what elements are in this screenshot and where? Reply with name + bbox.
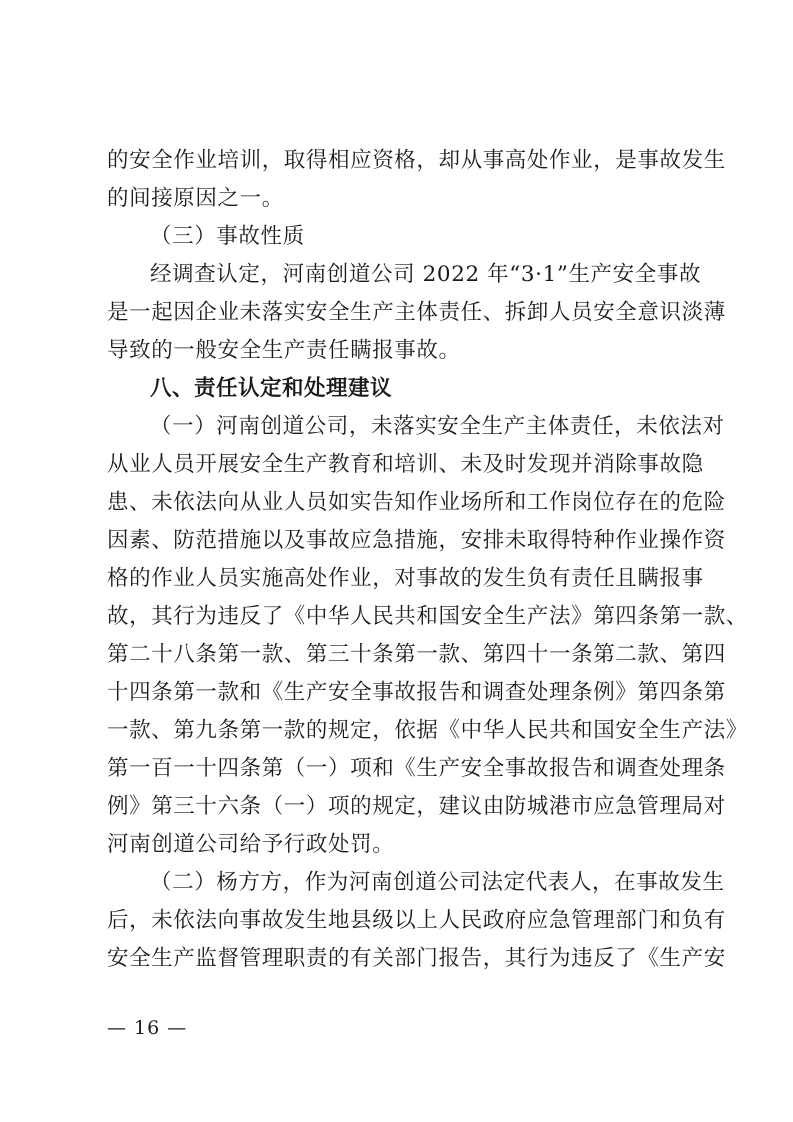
body-text-line: 格的作业人员实施高处作业，对事故的发生负有责任且瞒报事 (107, 566, 704, 591)
page-number: — 16 — (107, 1017, 188, 1039)
body-text-line: 第二十八条第一款、第三十条第一款、第四十一条第二款、第四 (107, 642, 726, 667)
body-text-line: 从业人员开展安全生产教育和培训、未及时发现并消除事故隐 (107, 452, 704, 477)
body-text-line: 河南创道公司给予行政处罚。 (107, 832, 395, 857)
body-text-line: 后，未依法向事故发生地县级以上人民政府应急管理部门和负有 (107, 908, 726, 933)
body-text-line: 的安全作业培训，取得相应资格，却从事高处作业，是事故发生 (107, 148, 726, 173)
body-text-line: 患、未依法向从业人员如实告知作业场所和工作岗位存在的危险 (107, 490, 726, 515)
body-text-line: 因素、防范措施以及事故应急措施，安排未取得特种作业操作资 (107, 528, 726, 553)
section-subheading: （三）事故性质 (150, 224, 305, 249)
body-text-line: 经调查认定，河南创道公司 2022 年“3·1”生产安全事故 (150, 262, 702, 287)
body-text-line: 是一起因企业未落实安全生产主体责任、拆卸人员安全意识淡薄 (107, 300, 726, 325)
body-text-line: 故，其行为违反了《中华人民共和国安全生产法》第四条第一款、 (107, 604, 748, 629)
body-text-line: 导致的一般安全生产责任瞒报事故。 (107, 338, 461, 363)
body-text-line: 十四条第一款和《生产安全事故报告和调查处理条例》第四条第 (107, 680, 726, 705)
body-text-line: 安全生产监督管理职责的有关部门报告，其行为违反了《生产安 (107, 946, 726, 971)
body-text-line: 例》第三十六条（一）项的规定，建议由防城港市应急管理局对 (107, 794, 726, 819)
body-text-line: 第一百一十四条第（一）项和《生产安全事故报告和调查处理条 (107, 756, 726, 781)
body-text-line: （二）杨方方，作为河南创道公司法定代表人，在事故发生 (150, 870, 725, 895)
body-text-line: 的间接原因之一。 (107, 186, 284, 211)
body-text-line: 一款、第九条第一款的规定，依据《中华人民共和国安全生产法》 (107, 718, 748, 743)
body-text-line: （一）河南创道公司，未落实安全生产主体责任，未依法对 (150, 414, 725, 439)
section-heading: 八、责任认定和处理建议 (150, 376, 393, 401)
